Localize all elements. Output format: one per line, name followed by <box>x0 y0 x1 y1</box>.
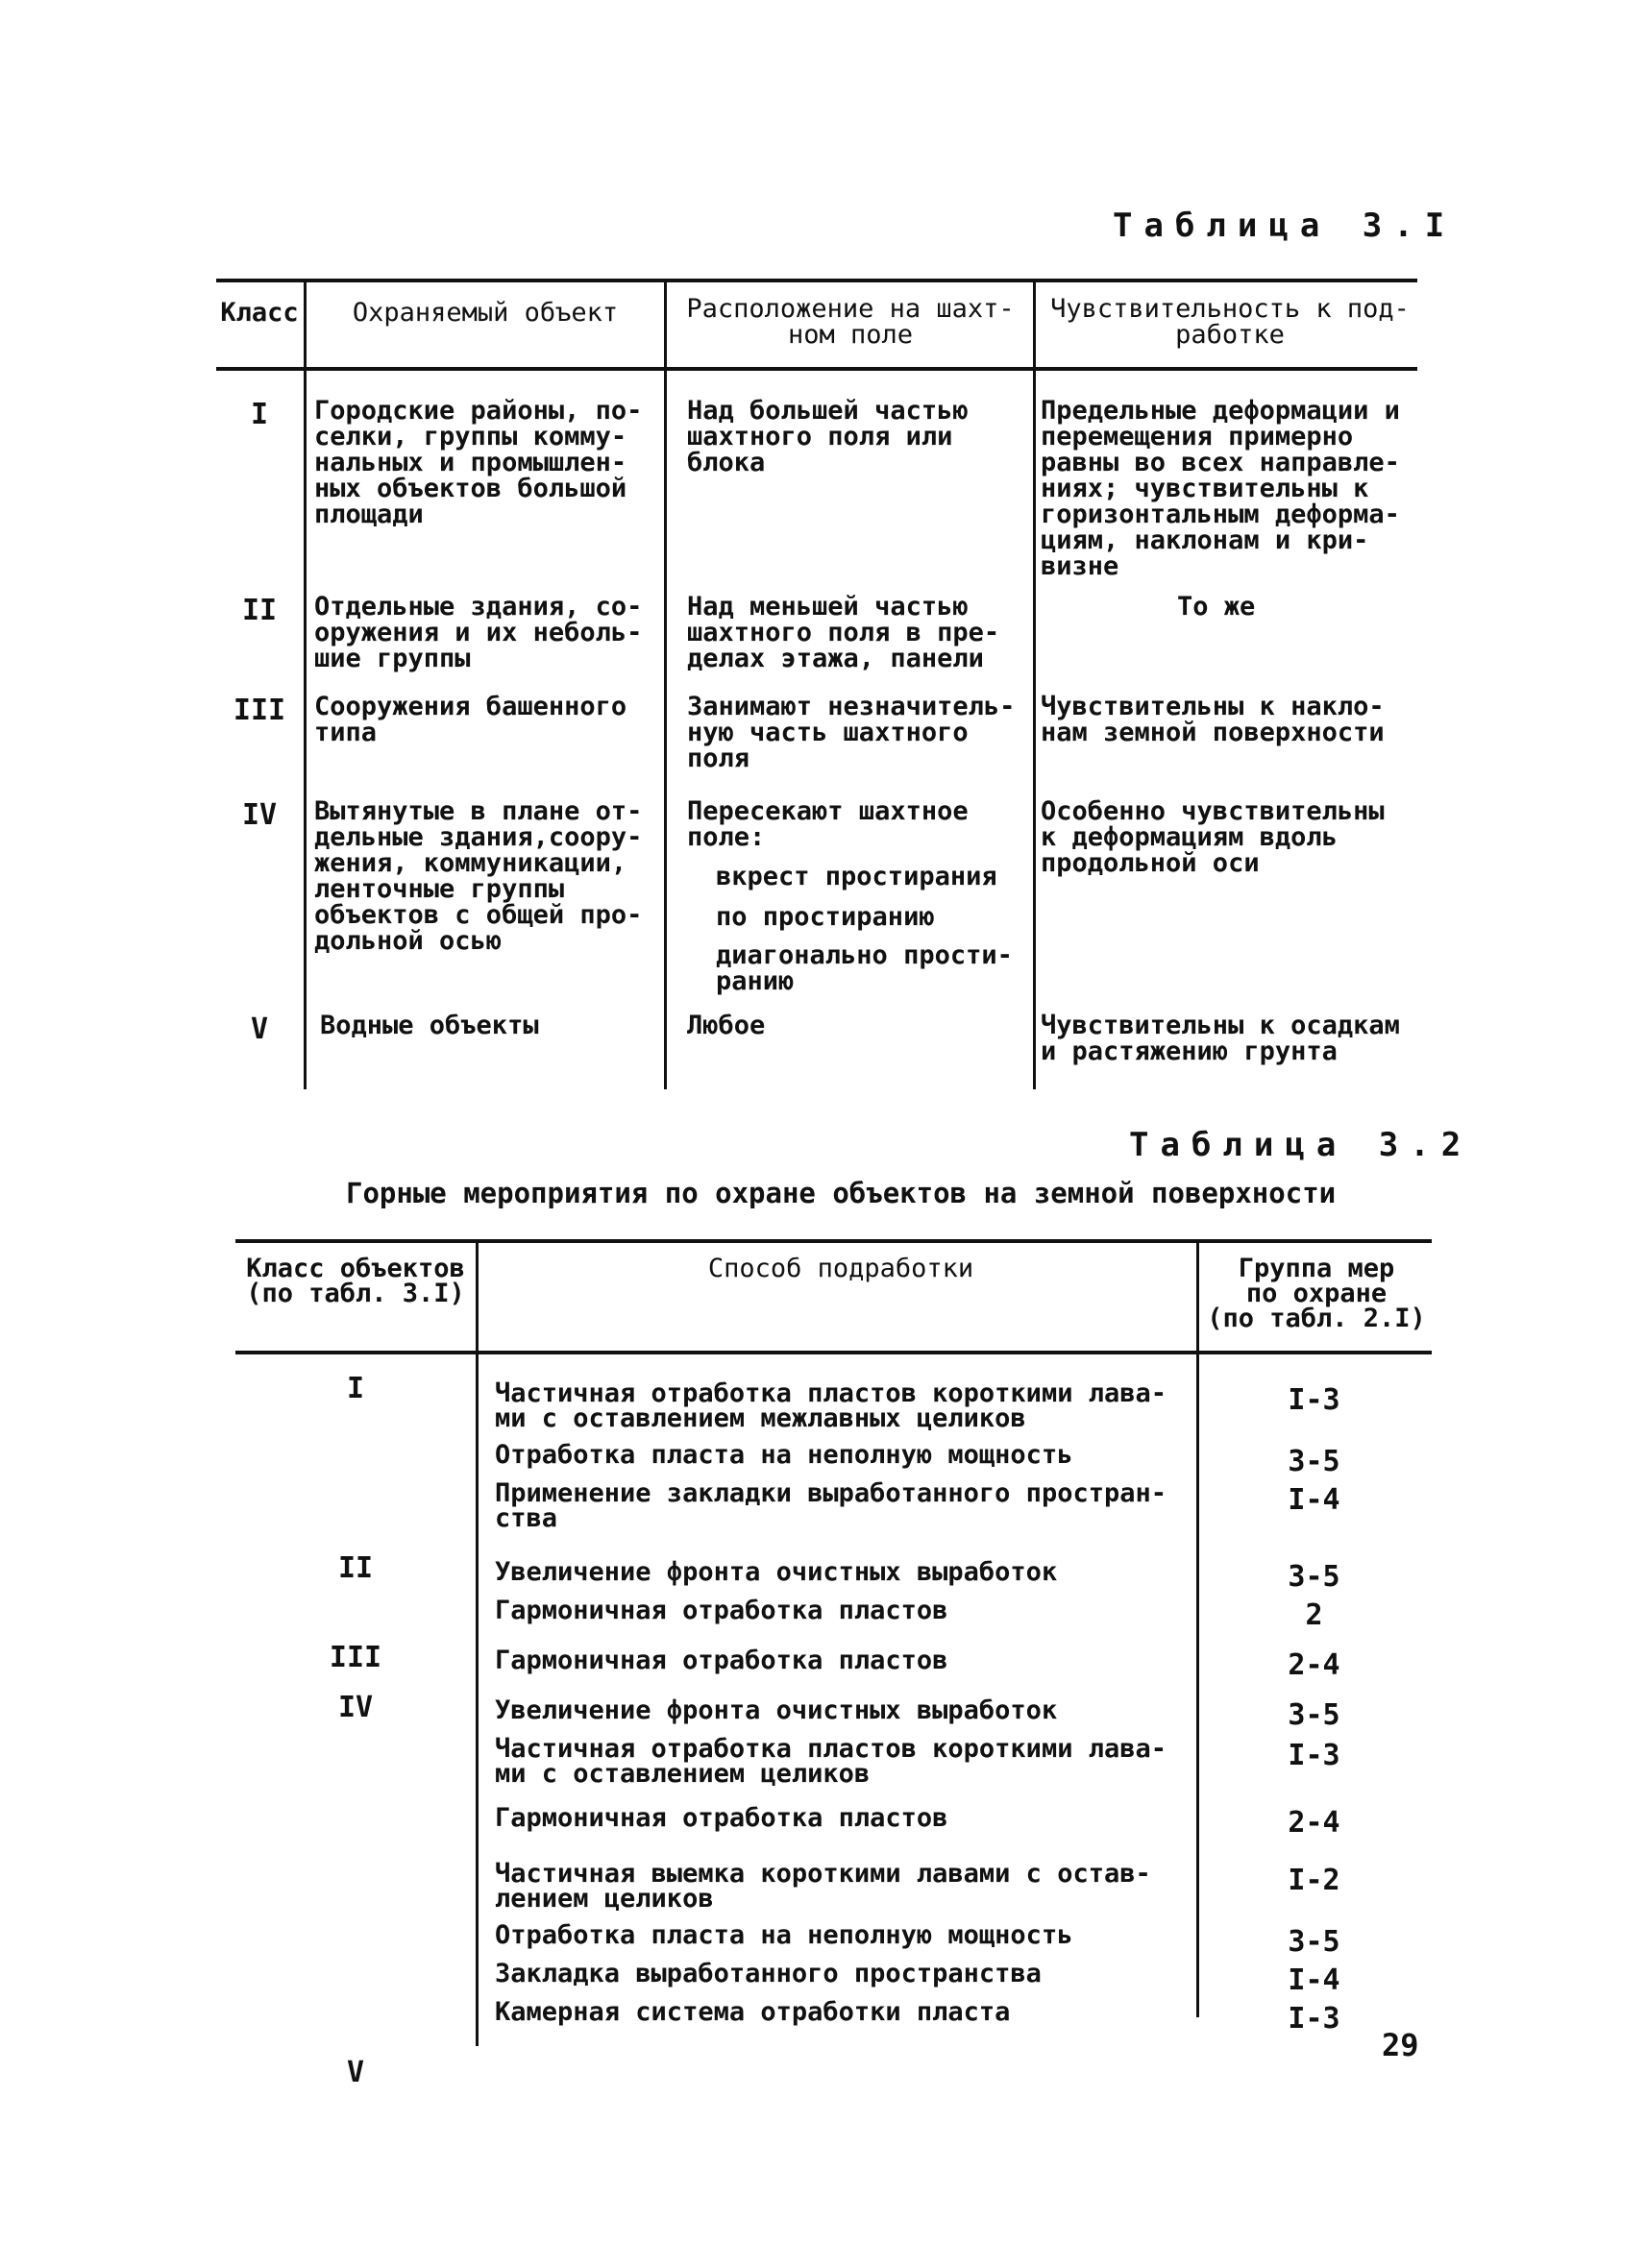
table2-title: Горные мероприятия по охране объектов на земной поверхности <box>346 1177 1337 1209</box>
table1-sensitivity-cell: Чувствительны к накло- нам земной поверхности <box>1041 692 1385 747</box>
table1-header-sensitivity: Чувствительность к под- работке <box>1050 294 1410 350</box>
table2-group-cell: I-3 <box>1288 1383 1340 1417</box>
table1-location-subitem: диагонально прости- ранию <box>716 940 1013 996</box>
table2-header-method: Способ подработки <box>707 1254 974 1283</box>
table1-class-cell: III <box>233 694 286 727</box>
table2-group-cell: 3-5 <box>1288 1698 1340 1732</box>
table1-sensitivity-cell: Чувствительны к осадкам и растяжению грунта <box>1041 1011 1400 1066</box>
table2-group-cell: I-2 <box>1288 1864 1340 1897</box>
table2-group-cell: I-3 <box>1288 1739 1340 1772</box>
table1-class-cell: V <box>250 1012 269 1046</box>
table2-group-cell: I-4 <box>1288 1483 1340 1517</box>
table2-method-cell: Частичная отработка пластов короткими лава- ми с оставлением межлавных целиков <box>495 1378 1167 1433</box>
table2-method-cell: Гармоничная отработка пластов <box>495 1646 948 1675</box>
table2-group-cell: I-4 <box>1288 1963 1340 1997</box>
table1-class-cell: IV <box>241 798 278 832</box>
table1-sensitivity-cell: Особенно чувствительны к деформациям вдоль продольной оси <box>1041 796 1385 878</box>
table2-class-cell: V <box>346 2056 365 2089</box>
table2-group-cell: I-3 <box>1288 2002 1340 2036</box>
table2-class-cell: II <box>337 1551 374 1585</box>
table1-location-cell: Над большей частью шахтного поля или блока <box>687 396 969 477</box>
table2-class-cell: III <box>329 1641 382 1674</box>
table1-sensitivity-cell: Предельные деформации и перемещения примерно равны во всех направле- ниях; чувствительны к горизонтальным деформа- циям, наклонам и кри- визне <box>1041 396 1400 581</box>
page-number: 29 <box>1382 2027 1419 2063</box>
table2-header-group: Группа мер по охране (по табл. 2.I) <box>1207 1254 1426 1333</box>
table2-method-cell: Отработка пласта на неполную мощность <box>495 1920 1073 1950</box>
table2-column-divider <box>1196 1354 1199 2017</box>
table2-column-divider <box>476 1354 479 2046</box>
table2-method-cell: Отработка пласта на неполную мощность <box>495 1440 1073 1470</box>
table1-header-object: Охраняемый объект <box>352 298 619 328</box>
table1-object-cell: Вытянутые в плане от- дельные здания,соору- жения, коммуникации, ленточные группы объектов с общей про- дольной осью <box>314 796 643 956</box>
table1-header <box>216 279 1417 371</box>
table2-group-cell: 2-4 <box>1288 1806 1340 1840</box>
table1-caption: Таблица 3.I <box>1113 207 1457 245</box>
table1-class-cell: II <box>241 594 278 627</box>
table1-column-divider <box>664 371 667 1089</box>
table2-group-cell: 3-5 <box>1288 1445 1340 1478</box>
table1-header-class: Класс <box>220 298 299 328</box>
table2-method-cell: Частичная выемка короткими лавами с остав- лением целиков <box>495 1859 1151 1914</box>
table1-object-cell: Сооружения башенного типа <box>314 692 627 747</box>
table1-header-divider <box>664 282 667 367</box>
table1-column-divider <box>1033 371 1036 1089</box>
table2-group-cell: 3-5 <box>1288 1560 1340 1594</box>
table2-method-cell: Камерная система отработки пласта <box>495 1997 1011 2027</box>
table1-object-cell: Отдельные здания, со- оружения и их неболь- шие группы <box>314 592 643 673</box>
table1-header-divider <box>1033 282 1036 367</box>
table2-header-class: Класс объектов (по табл. 3.I) <box>246 1254 465 1308</box>
table2-method-cell: Закладка выработанного пространства <box>495 1959 1042 1988</box>
table2-class-cell: IV <box>337 1691 374 1724</box>
table2-method-cell: Гармоничная отработка пластов <box>495 1596 948 1625</box>
table1-location-cell: Пересекают шахтное поле: <box>687 796 969 852</box>
table1-object-cell: Городские районы, по- селки, группы комму- нальных и промышлен- ных объектов большой площади <box>314 396 643 529</box>
table2-group-cell: 2 <box>1305 1598 1323 1632</box>
table2-header-divider <box>1196 1243 1199 1351</box>
table2-header <box>235 1239 1432 1354</box>
table2-header-divider <box>476 1243 479 1351</box>
table1-location-subitem: вкрест простирания <box>716 862 997 891</box>
table1-class-cell: I <box>250 398 269 431</box>
table2-body <box>235 1354 1432 2089</box>
table2-group-cell: 2-4 <box>1288 1648 1340 1682</box>
table1-header-divider <box>304 282 307 367</box>
table2-method-cell: Гармоничная отработка пластов <box>495 1803 948 1833</box>
table1-column-divider <box>304 371 307 1089</box>
table1-header-location: Расположение на шахт- ном поле <box>686 294 1015 350</box>
table1-object-cell: Водные объекты <box>320 1011 539 1040</box>
table1-sensitivity-cell: То же <box>1177 592 1256 622</box>
table2-class-cell: I <box>346 1372 365 1405</box>
table1-location-cell: Любое <box>687 1011 766 1040</box>
table2-method-cell: Применение закладки выработанного простран- ства <box>495 1478 1167 1533</box>
table1-location-subitem: по простиранию <box>716 902 935 932</box>
table1-location-cell: Над меньшей частью шахтного поля в пре- делах этажа, панели <box>687 592 1000 673</box>
table2-caption: Таблица 3.2 <box>1129 1126 1473 1164</box>
table1-body <box>216 371 1417 1089</box>
table1-location-cell: Занимают незначитель- ную часть шахтного поля <box>687 692 1016 773</box>
table2-method-cell: Частичная отработка пластов короткими лава- ми с оставлением целиков <box>495 1734 1167 1789</box>
table2-group-cell: 3-5 <box>1288 1925 1340 1959</box>
table1 <box>216 279 1417 1089</box>
table2 <box>235 1239 1432 2089</box>
table2-method-cell: Увеличение фронта очистных выработок <box>495 1695 1058 1725</box>
table2-method-cell: Увеличение фронта очистных выработок <box>495 1557 1058 1587</box>
